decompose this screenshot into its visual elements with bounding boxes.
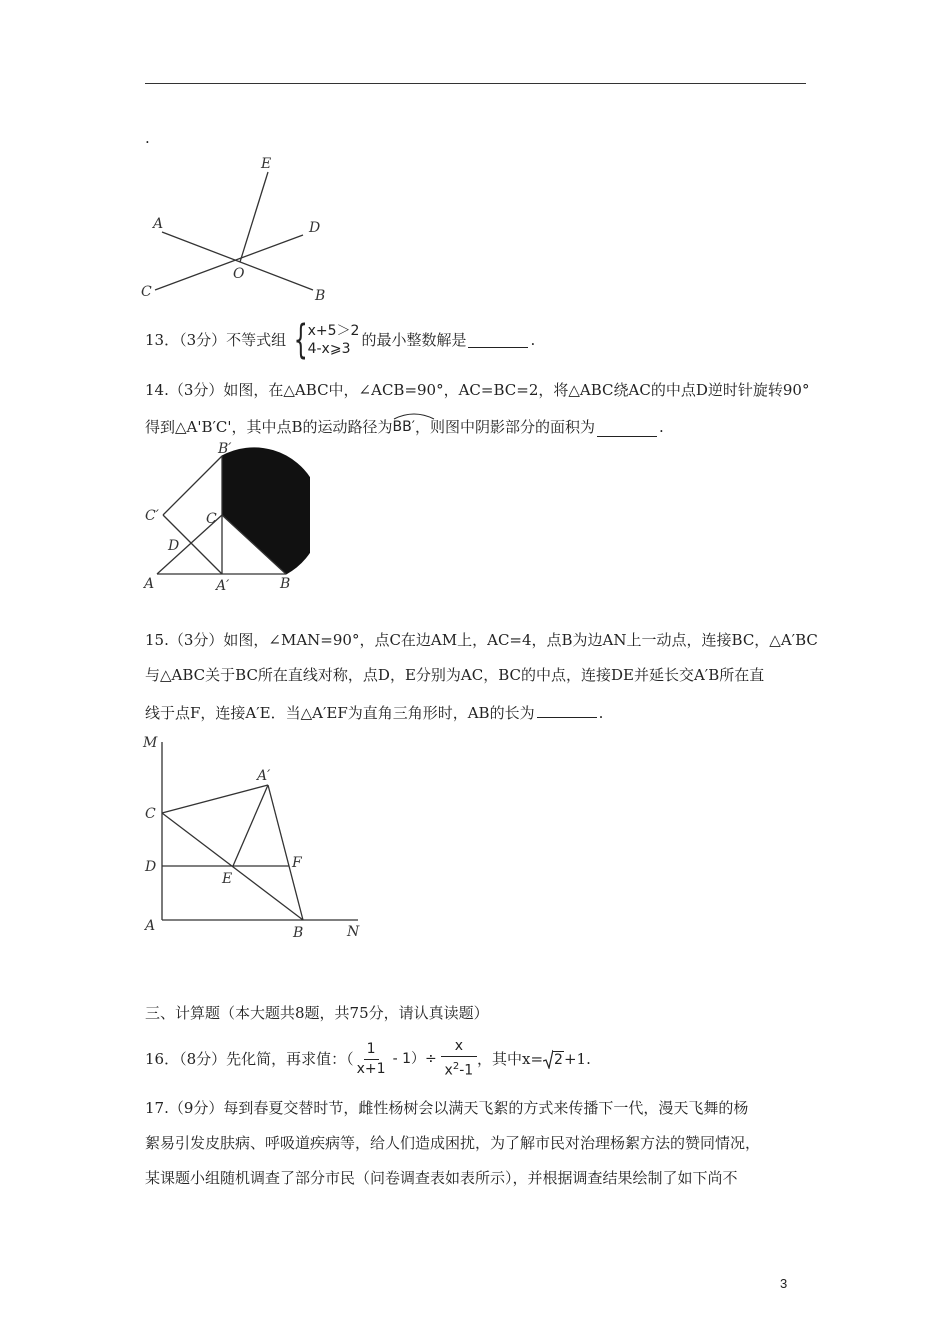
fraction-1-denominator: x+1 bbox=[356, 1060, 386, 1077]
section-3-heading: 三、计算题（本大题共8题，共75分，请认真读题） bbox=[145, 1004, 489, 1022]
fraction-2 bbox=[441, 1038, 477, 1080]
q13-prefix: 13．（3分）不等式组 bbox=[145, 331, 287, 349]
q14-end: . bbox=[658, 418, 664, 436]
page-number: 3 bbox=[780, 1276, 788, 1291]
label-o: O bbox=[233, 266, 245, 282]
answer-blank-13 bbox=[468, 333, 528, 348]
label-d: D bbox=[145, 859, 157, 875]
label-d: D bbox=[168, 538, 180, 554]
fraction-1-numerator: 1 bbox=[364, 1041, 379, 1060]
label-a: A bbox=[145, 918, 156, 934]
label-a: A bbox=[144, 576, 155, 592]
q14-line-1: 14.（3分）如图，在△ABC中，∠ACB=90°，AC=BC=2，将△ABC绕AC的中点D逆时针旋转90° bbox=[145, 381, 810, 399]
sqrt-sign-icon bbox=[543, 1049, 553, 1069]
q13-end: . bbox=[530, 331, 536, 349]
arc-mark-icon bbox=[393, 411, 435, 420]
segment-a1-e bbox=[233, 785, 268, 866]
question-16 bbox=[145, 1036, 591, 1082]
label-b: B bbox=[315, 288, 326, 304]
label-a: A bbox=[153, 216, 164, 232]
q17-line-2: 絮易引发皮肤病、呼吸道疾病等，给人们造成困扰，为了解市民对治理杨絮方法的赞同情况， bbox=[145, 1134, 761, 1152]
fraction-1 bbox=[354, 1041, 389, 1078]
label-m: M bbox=[143, 735, 158, 751]
fraction-2-den-exp: 2 bbox=[452, 1061, 460, 1073]
fraction-2-denominator bbox=[442, 1057, 477, 1080]
brace-icon: { bbox=[293, 317, 308, 363]
label-b-prime: B′ bbox=[218, 441, 232, 457]
label-c: C bbox=[141, 284, 152, 300]
fraction-2-numerator: x bbox=[441, 1038, 477, 1057]
q16-tail: +1. bbox=[563, 1050, 591, 1068]
fraction-2-den-tail: -1 bbox=[459, 1062, 474, 1079]
label-b: B bbox=[280, 576, 291, 592]
q15-line-1: 15.（3分）如图，∠MAN=90°，点C在边AM上，AC=4，点B为边AN上一动点，连接BC，△A′BC bbox=[145, 631, 818, 649]
q15-line3-text: 线于点F，连接A′E．当△A′EF为直角三角形时，AB的长为 bbox=[145, 704, 535, 722]
label-b: B bbox=[293, 925, 304, 940]
label-a-prime: A′ bbox=[257, 768, 271, 784]
sqrt-expression bbox=[543, 1049, 564, 1069]
label-c-prime: C′ bbox=[145, 508, 159, 524]
answer-blank-15 bbox=[537, 703, 597, 718]
inequality-row-2: 4-x⩾3 bbox=[307, 341, 351, 357]
arc-bb-label bbox=[393, 411, 415, 437]
label-e: E bbox=[222, 871, 233, 887]
label-c: C bbox=[145, 806, 156, 822]
inequality-row-1: x+5＞2 bbox=[307, 323, 360, 339]
line-oe bbox=[240, 172, 268, 262]
line-cd bbox=[155, 235, 303, 290]
segment-a1-b bbox=[268, 785, 303, 920]
q16-prefix: 16．（8分）先化简，再求值：（ bbox=[145, 1050, 354, 1068]
label-e: E bbox=[261, 156, 272, 172]
label-d: D bbox=[309, 220, 321, 236]
q14-line2-a: 得到△A'B′C'，其中点B的运动路径为 bbox=[145, 418, 393, 436]
label-f: F bbox=[292, 855, 302, 871]
segment-c-a1 bbox=[162, 785, 268, 813]
arc-bb-text: BB′ bbox=[392, 419, 415, 435]
figure-12 bbox=[135, 150, 345, 305]
fraction-2-den-base: x bbox=[444, 1062, 453, 1079]
label-a-prime: A′ bbox=[216, 578, 230, 594]
q17-line-3: 某课题小组随机调查了部分市民（问卷调查表如表所示），并根据调查结果绘制了如下尚不 bbox=[145, 1169, 738, 1187]
q16-mid: - 1）÷ bbox=[392, 1051, 437, 1067]
q14-line2-b: ，则图中阴影部分的面积为 bbox=[414, 418, 595, 436]
q13-suffix: 的最小整数解是 bbox=[361, 331, 467, 349]
q15-end: . bbox=[598, 704, 604, 722]
label-c: C bbox=[206, 511, 217, 527]
q16-suffix: ，其中x= bbox=[477, 1050, 544, 1068]
sqrt-radicand: 2 bbox=[554, 1052, 563, 1068]
q15-line-2: 与△ABC关于BC所在直线对称，点D，E分别为AC，BC的中点，连接DE并延长交A′B所在直 bbox=[145, 666, 765, 684]
figure-14 bbox=[140, 440, 310, 595]
inequality-system bbox=[288, 317, 360, 363]
q15-line-3 bbox=[145, 703, 603, 723]
question-13 bbox=[145, 318, 535, 362]
q17-line-1: 17.（9分）每到春夏交替时节，雌性杨树会以满天飞絮的方式来传播下一代，漫天飞舞的杨 bbox=[145, 1099, 749, 1117]
segment-b1-c1 bbox=[163, 456, 222, 515]
header-rule bbox=[145, 83, 806, 84]
answer-blank-14 bbox=[597, 422, 657, 437]
label-n: N bbox=[347, 924, 360, 940]
figure-15 bbox=[140, 730, 375, 940]
q14-line-2 bbox=[145, 411, 664, 437]
q12-dot: . bbox=[145, 129, 150, 147]
